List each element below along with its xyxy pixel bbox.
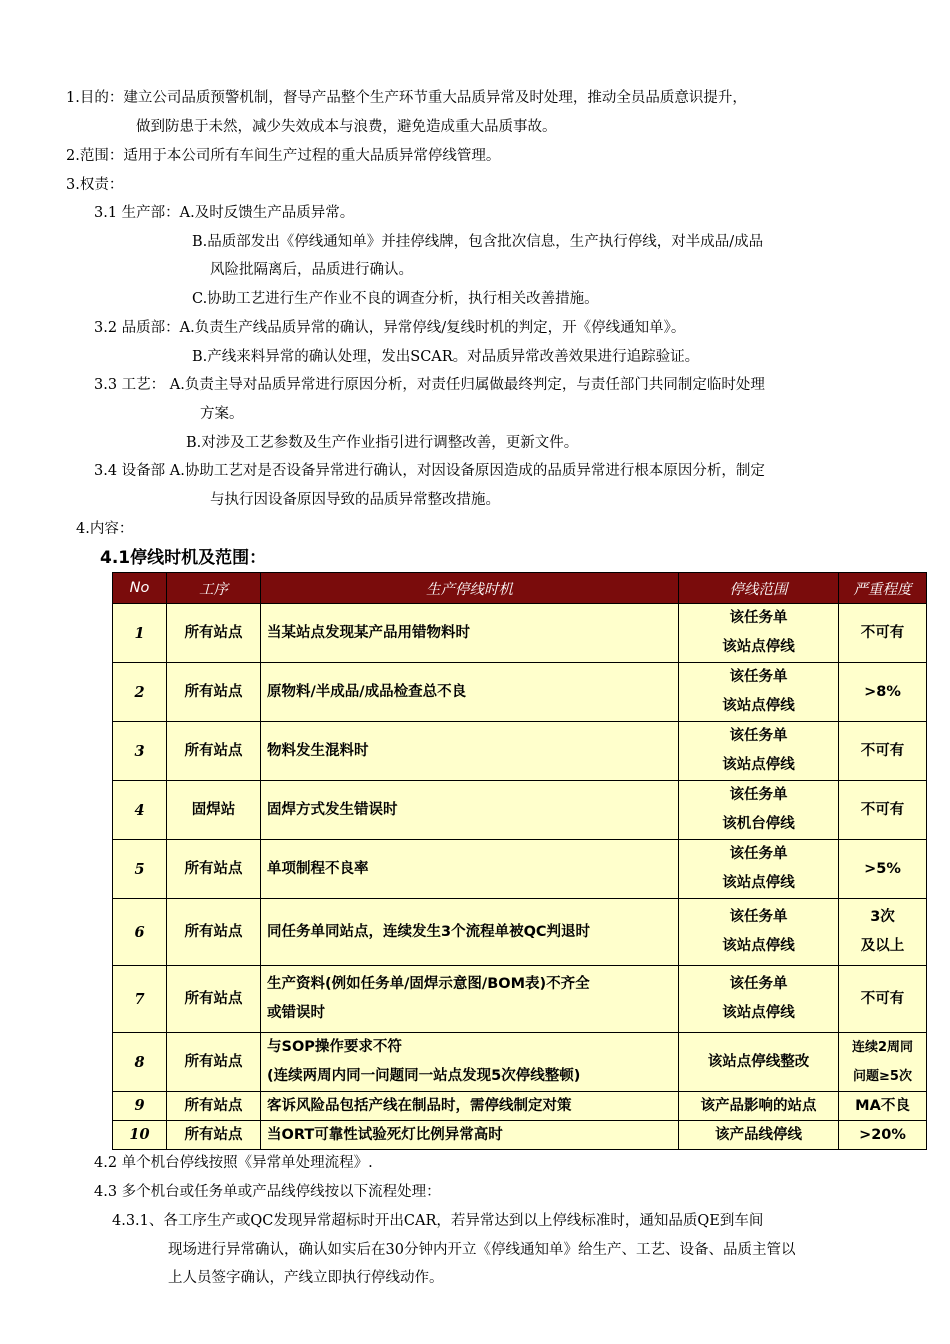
table-row bbox=[113, 781, 927, 840]
cell-no: 4 bbox=[113, 781, 167, 840]
content-title: 4.内容： bbox=[76, 521, 134, 537]
cell-scope: 该产品影响的站点 bbox=[679, 1092, 839, 1121]
cell-no: 8 bbox=[113, 1033, 167, 1092]
cell-severity: >8% bbox=[839, 663, 927, 722]
header-no: No bbox=[113, 573, 167, 604]
item-4-3-1-line2: 现场进行异常确认，确认如实后在30分钟内开立《停线通知单》给生产、工艺、设备、品质主管以 bbox=[168, 1242, 796, 1258]
cell-timing: 当ORT可靠性试验死灯比例异常高时 bbox=[261, 1121, 679, 1150]
resp-3-3-a-line1: 3.3 工艺： A.负责主导对品质异常进行原因分析，对责任归属做最终判定，与责任部门共同制定临时处理 bbox=[94, 377, 765, 393]
cell-process: 所有站点 bbox=[167, 1033, 261, 1092]
cell-process: 所有站点 bbox=[167, 1092, 261, 1121]
cell-process: 所有站点 bbox=[167, 1121, 261, 1150]
cell-no: 6 bbox=[113, 899, 167, 966]
resp-3-1-b-line1: B.品质部发出《停线通知单》并挂停线牌，包含批次信息，生产执行停线，对半成品/成品 bbox=[192, 234, 764, 250]
cell-scope: 该任务单 该站点停线 bbox=[679, 840, 839, 899]
item-4-3-1-line1: 4.3.1、各工序生产或QC发现异常超标时开出CAR，若异常达到以上停线标准时，通知品质QE到车间 bbox=[112, 1213, 764, 1229]
resp-3-3-a-line2: 方案。 bbox=[200, 406, 244, 422]
resp-3-4-a: 3.4 设备部 A.协助工艺对是否设备异常进行确认，对因设备原因造成的品质异常进行根本原因分析，制定 bbox=[94, 463, 765, 479]
cell-scope: 该任务单 该站点停线 bbox=[679, 663, 839, 722]
table-row bbox=[113, 966, 927, 1033]
cell-timing: 单项制程不良率 bbox=[261, 840, 679, 899]
cell-no: 7 bbox=[113, 966, 167, 1033]
cell-severity: 连续2周同 问题≥5次 bbox=[839, 1033, 927, 1092]
cell-process: 所有站点 bbox=[167, 722, 261, 781]
cell-severity: MA不良 bbox=[839, 1092, 927, 1121]
cell-no: 10 bbox=[113, 1121, 167, 1150]
resp-3-1-b-line2: 风险批隔离后，品质进行确认。 bbox=[210, 262, 413, 278]
header-scope: 停线范围 bbox=[679, 573, 839, 604]
cell-severity: 不可有 bbox=[839, 604, 927, 663]
resp-3-1-c: C.协助工艺进行生产作业不良的调查分析，执行相关改善措施。 bbox=[192, 291, 599, 307]
cell-severity: 3次 及以上 bbox=[839, 899, 927, 966]
section-4-1-heading: 4.1停线时机及范围： bbox=[100, 548, 267, 568]
cell-timing: 当某站点发现某产品用错物料时 bbox=[261, 604, 679, 663]
cell-timing: 原物料/半成品/成品检查总不良 bbox=[261, 663, 679, 722]
table-row bbox=[113, 1092, 927, 1121]
table-row bbox=[113, 663, 927, 722]
cell-timing: 与SOP操作要求不符 (连续两周内同一问题同一站点发现5次停线整顿) bbox=[261, 1033, 679, 1092]
table-row bbox=[113, 604, 927, 663]
table-row bbox=[113, 722, 927, 781]
cell-timing: 同任务单同站点，连续发生3个流程单被QC判退时 bbox=[261, 899, 679, 966]
resp-3-3-b: B.对涉及工艺参数及生产作业指引进行调整改善，更新文件。 bbox=[186, 435, 579, 451]
cell-process: 所有站点 bbox=[167, 840, 261, 899]
cell-no: 5 bbox=[113, 840, 167, 899]
cell-severity: 不可有 bbox=[839, 781, 927, 840]
cell-scope: 该任务单 该站点停线 bbox=[679, 604, 839, 663]
resp-3-2-a: 3.2 品质部：A.负责生产线品质异常的确认，异常停线/复线时机的判定，开《停线通知单》。 bbox=[94, 320, 686, 336]
cell-process: 所有站点 bbox=[167, 663, 261, 722]
item-4-2: 4.2 单个机台停线按照《异常单处理流程》. bbox=[94, 1155, 373, 1171]
cell-process: 所有站点 bbox=[167, 604, 261, 663]
cell-timing: 生产资料(例如任务单/固焊示意图/BOM表)不齐全 或错误时 bbox=[261, 966, 679, 1033]
cell-process: 所有站点 bbox=[167, 966, 261, 1033]
cell-timing: 固焊方式发生错误时 bbox=[261, 781, 679, 840]
resp-3-1-a: 3.1 生产部：A.及时反馈生产品质异常。 bbox=[94, 205, 355, 221]
header-severity: 严重程度 bbox=[839, 573, 927, 604]
cell-severity: >20% bbox=[839, 1121, 927, 1150]
table-header-row bbox=[113, 573, 927, 604]
cell-severity: 不可有 bbox=[839, 966, 927, 1033]
cell-no: 3 bbox=[113, 722, 167, 781]
item-4-3-1-line3: 上人员签字确认，产线立即执行停线动作。 bbox=[168, 1270, 444, 1286]
table-row bbox=[113, 1121, 927, 1150]
purpose-line-2: 做到防患于未然，减少失效成本与浪费，避免造成重大品质事故。 bbox=[136, 119, 557, 135]
table-row bbox=[113, 899, 927, 966]
responsibility-title: 3.权责： bbox=[66, 177, 124, 193]
cell-process: 固焊站 bbox=[167, 781, 261, 840]
table-row bbox=[113, 840, 927, 899]
resp-3-4-b: 与执行因设备原因导致的品质异常整改措施。 bbox=[210, 492, 500, 508]
header-timing: 生产停线时机 bbox=[261, 573, 679, 604]
table-row bbox=[113, 1033, 927, 1092]
cell-timing: 物料发生混料时 bbox=[261, 722, 679, 781]
scope-line: 2.范围：适用于本公司所有车间生产过程的重大品质异常停线管理。 bbox=[66, 148, 501, 164]
cell-scope: 该任务单 该站点停线 bbox=[679, 899, 839, 966]
cell-process: 所有站点 bbox=[167, 899, 261, 966]
cell-scope: 该产品线停线 bbox=[679, 1121, 839, 1150]
cell-timing: 客诉风险品包括产线在制品时，需停线制定对策 bbox=[261, 1092, 679, 1121]
cell-scope: 该任务单 该站点停线 bbox=[679, 966, 839, 1033]
item-4-3: 4.3 多个机台或任务单或产品线停线按以下流程处理： bbox=[94, 1184, 441, 1200]
cell-severity: 不可有 bbox=[839, 722, 927, 781]
cell-scope: 该任务单 该机台停线 bbox=[679, 781, 839, 840]
cell-severity: >5% bbox=[839, 840, 927, 899]
header-process: 工序 bbox=[167, 573, 261, 604]
cell-scope: 该任务单 该站点停线 bbox=[679, 722, 839, 781]
cell-no: 2 bbox=[113, 663, 167, 722]
stop-line-table bbox=[112, 572, 927, 1150]
cell-scope: 该站点停线整改 bbox=[679, 1033, 839, 1092]
cell-no: 9 bbox=[113, 1092, 167, 1121]
cell-no: 1 bbox=[113, 604, 167, 663]
resp-3-2-b: B.产线来料异常的确认处理，发出SCAR。对品质异常改善效果进行追踪验证。 bbox=[192, 349, 700, 365]
purpose-line-1: 1.目的：建立公司品质预警机制，督导产品整个生产环节重大品质异常及时处理，推动全员品质意识提升， bbox=[66, 90, 747, 106]
